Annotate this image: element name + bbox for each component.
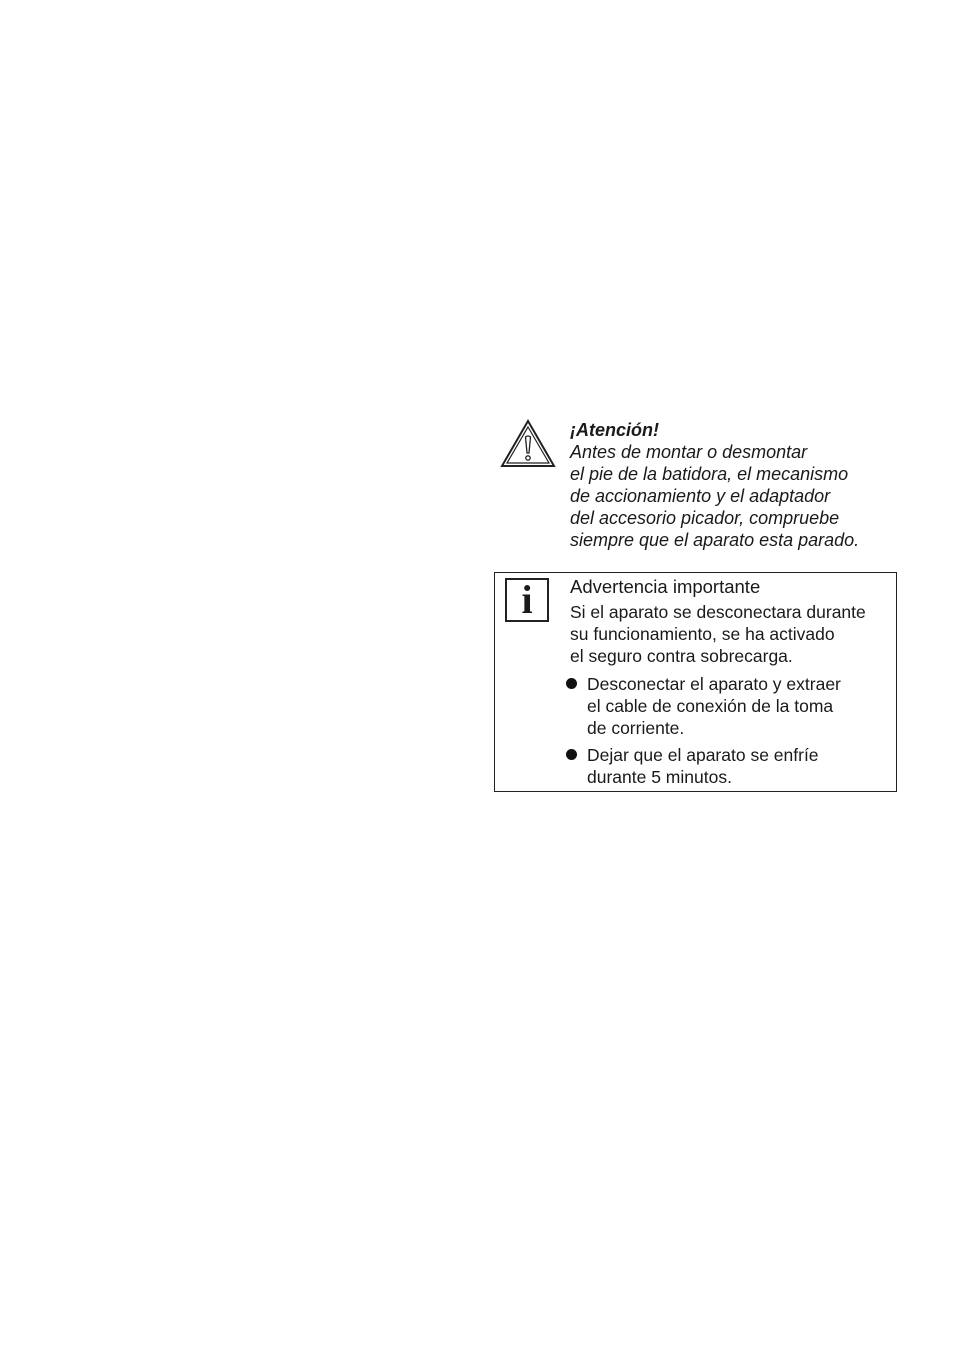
list-item — [570, 744, 892, 788]
list-item — [570, 673, 892, 739]
warning-title: ¡Atención! — [570, 420, 659, 440]
info-content — [570, 576, 892, 793]
warning-body: Antes de montar o desmontar el pie de la batidora, el mecanismo de accionamiento y el adaptador del accesorio picador, compruebe siempre que el aparato esta parado. — [570, 442, 860, 550]
info-body: Si el aparato se desconectara durante su funcionamiento, se ha activado el seguro contra sobrecarga. — [570, 602, 866, 666]
warning-text — [570, 419, 920, 551]
warning-triangle-icon — [500, 419, 556, 469]
info-icon: i — [505, 578, 549, 622]
bullet-text: Dejar que el aparato se enfríe durante 5 minutos. — [587, 745, 819, 787]
bullet-icon — [566, 749, 577, 760]
bullet-icon — [566, 678, 577, 689]
info-title: Advertencia importante — [570, 576, 761, 597]
info-bullet-list — [570, 673, 892, 788]
bullet-text: Desconectar el aparato y extraer el cable de conexión de la toma de corriente. — [587, 674, 841, 738]
important-info-box — [494, 572, 897, 792]
